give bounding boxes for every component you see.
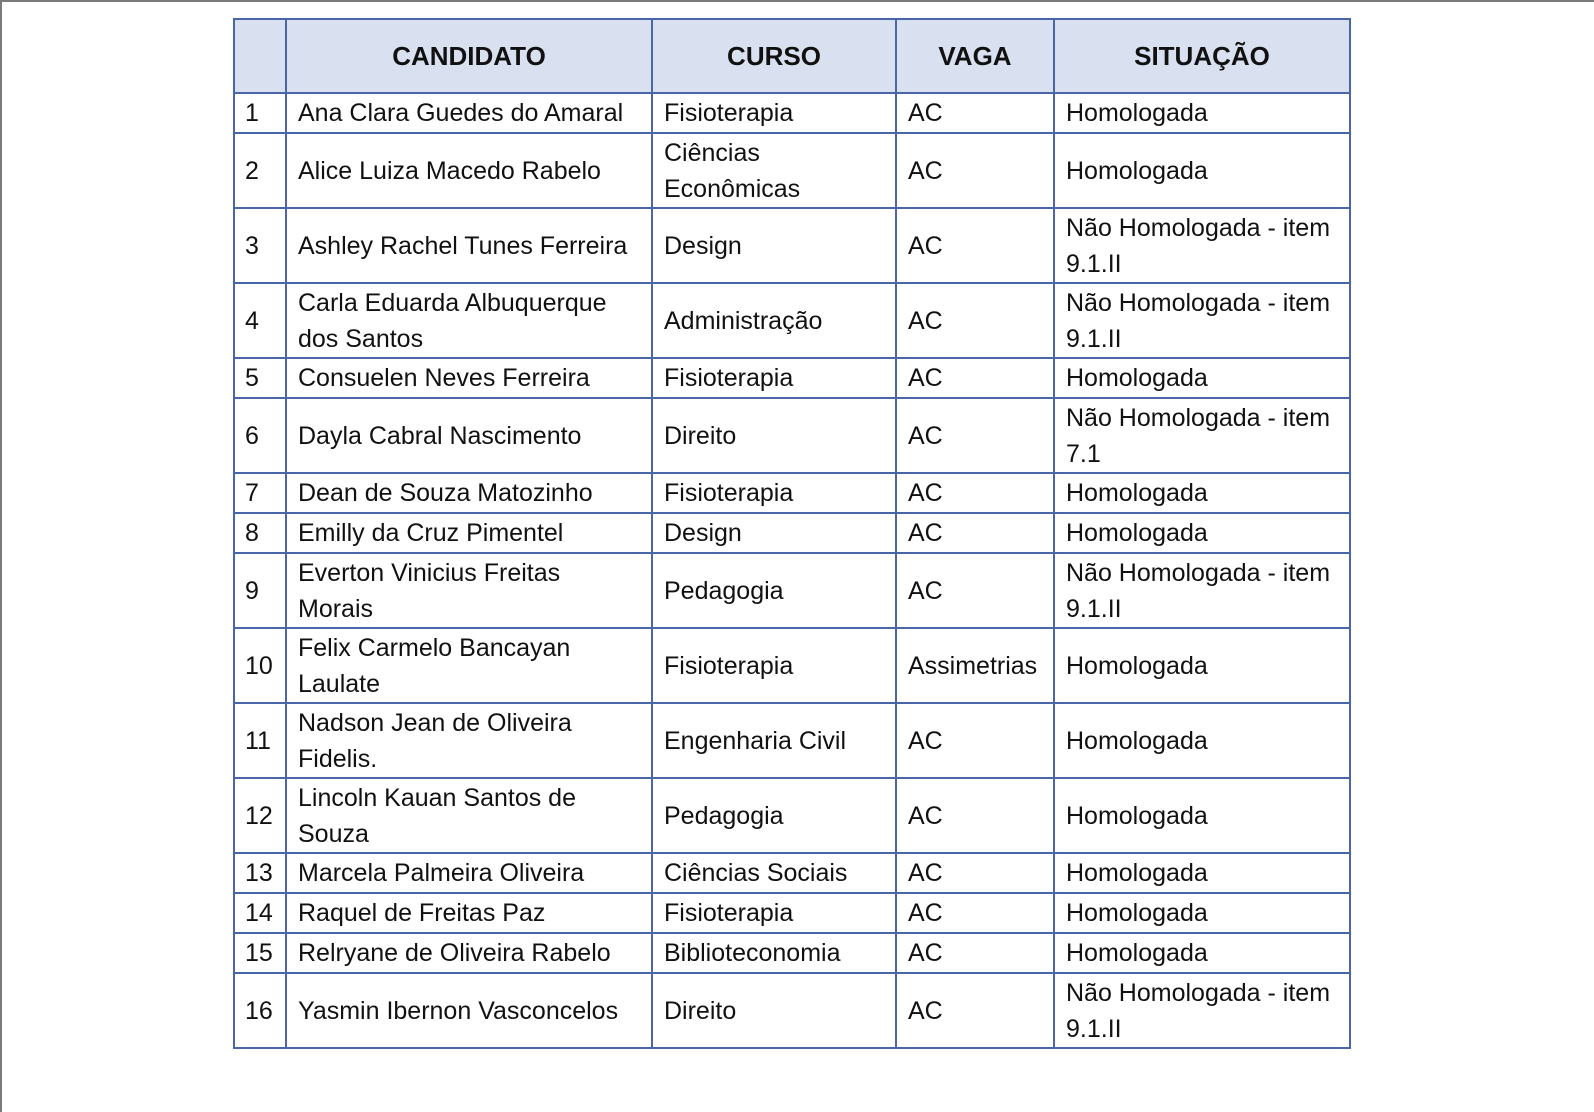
candidato-cell: Ana Clara Guedes do Amaral [286,93,652,133]
table-row [234,93,1350,133]
candidato-cell: Emilly da Cruz Pimentel [286,513,652,553]
situacao-cell: Homologada [1054,853,1350,893]
candidato-cell: Felix Carmelo Bancayan Laulate [286,628,652,703]
vaga-cell: AC [896,208,1054,283]
table-row [234,703,1350,778]
table-header-row [234,19,1350,93]
candidato-cell: Everton Vinicius Freitas Morais [286,553,652,628]
table-row [234,778,1350,853]
curso-cell: Design [652,513,896,553]
curso-cell: Pedagogia [652,553,896,628]
row-number-cell: 10 [234,628,286,703]
candidato-cell: Consuelen Neves Ferreira [286,358,652,398]
candidato-cell: Relryane de Oliveira Rabelo [286,933,652,973]
header-candidato: CANDIDATO [286,19,652,93]
table-row [234,473,1350,513]
situacao-cell: Homologada [1054,473,1350,513]
header-vaga: VAGA [896,19,1054,93]
curso-cell: Engenharia Civil [652,703,896,778]
row-number-cell: 2 [234,133,286,208]
situacao-cell: Homologada [1054,893,1350,933]
vaga-cell: AC [896,703,1054,778]
curso-cell: Direito [652,973,896,1048]
situacao-cell: Homologada [1054,358,1350,398]
situacao-cell: Homologada [1054,133,1350,208]
vaga-cell: AC [896,778,1054,853]
table-row [234,973,1350,1048]
curso-cell: Biblioteconomia [652,933,896,973]
curso-cell: Fisioterapia [652,93,896,133]
vaga-cell: AC [896,513,1054,553]
vaga-cell: AC [896,553,1054,628]
vaga-cell: Assimetrias [896,628,1054,703]
header-situacao: SITUAÇÃO [1054,19,1350,93]
curso-cell: Fisioterapia [652,893,896,933]
candidato-cell: Ashley Rachel Tunes Ferreira [286,208,652,283]
curso-cell: Fisioterapia [652,628,896,703]
vaga-cell: AC [896,93,1054,133]
table-row [234,893,1350,933]
vaga-cell: AC [896,473,1054,513]
row-number-cell: 15 [234,933,286,973]
vaga-cell: AC [896,398,1054,473]
vaga-cell: AC [896,893,1054,933]
curso-cell: Fisioterapia [652,358,896,398]
row-number-cell: 12 [234,778,286,853]
row-number-cell: 14 [234,893,286,933]
situacao-cell: Homologada [1054,778,1350,853]
situacao-cell: Homologada [1054,703,1350,778]
candidato-cell: Marcela Palmeira Oliveira [286,853,652,893]
row-number-cell: 7 [234,473,286,513]
situacao-cell: Homologada [1054,933,1350,973]
row-number-cell: 3 [234,208,286,283]
row-number-cell: 6 [234,398,286,473]
situacao-cell: Não Homologada - item 7.1 [1054,398,1350,473]
page-border-top [0,0,1594,2]
table-row [234,513,1350,553]
header-number [234,19,286,93]
row-number-cell: 9 [234,553,286,628]
candidato-cell: Alice Luiza Macedo Rabelo [286,133,652,208]
row-number-cell: 8 [234,513,286,553]
vaga-cell: AC [896,358,1054,398]
candidates-table [233,18,1351,1049]
situacao-cell: Não Homologada - item 9.1.II [1054,283,1350,358]
candidato-cell: Nadson Jean de Oliveira Fidelis. [286,703,652,778]
vaga-cell: AC [896,973,1054,1048]
curso-cell: Administração [652,283,896,358]
situacao-cell: Homologada [1054,628,1350,703]
curso-cell: Direito [652,398,896,473]
vaga-cell: AC [896,283,1054,358]
row-number-cell: 4 [234,283,286,358]
candidato-cell: Raquel de Freitas Paz [286,893,652,933]
curso-cell: Pedagogia [652,778,896,853]
curso-cell: Ciências Sociais [652,853,896,893]
candidato-cell: Dean de Souza Matozinho [286,473,652,513]
candidato-cell: Dayla Cabral Nascimento [286,398,652,473]
table-row [234,133,1350,208]
table-row [234,933,1350,973]
table-row [234,398,1350,473]
curso-cell: Fisioterapia [652,473,896,513]
row-number-cell: 1 [234,93,286,133]
table-body [234,93,1350,1048]
curso-cell: Design [652,208,896,283]
table-row [234,628,1350,703]
vaga-cell: AC [896,933,1054,973]
candidato-cell: Lincoln Kauan Santos de Souza [286,778,652,853]
row-number-cell: 11 [234,703,286,778]
vaga-cell: AC [896,133,1054,208]
table-row [234,853,1350,893]
row-number-cell: 13 [234,853,286,893]
situacao-cell: Não Homologada - item 9.1.II [1054,553,1350,628]
candidato-cell: Carla Eduarda Albuquerque dos Santos [286,283,652,358]
table-row [234,283,1350,358]
table-row [234,358,1350,398]
page-border-left [0,0,2,1112]
curso-cell: Ciências Econômicas [652,133,896,208]
table-row [234,553,1350,628]
situacao-cell: Homologada [1054,513,1350,553]
vaga-cell: AC [896,853,1054,893]
candidato-cell: Yasmin Ibernon Vasconcelos [286,973,652,1048]
row-number-cell: 5 [234,358,286,398]
situacao-cell: Homologada [1054,93,1350,133]
situacao-cell: Não Homologada - item 9.1.II [1054,973,1350,1048]
table-row [234,208,1350,283]
row-number-cell: 16 [234,973,286,1048]
header-curso: CURSO [652,19,896,93]
situacao-cell: Não Homologada - item 9.1.II [1054,208,1350,283]
